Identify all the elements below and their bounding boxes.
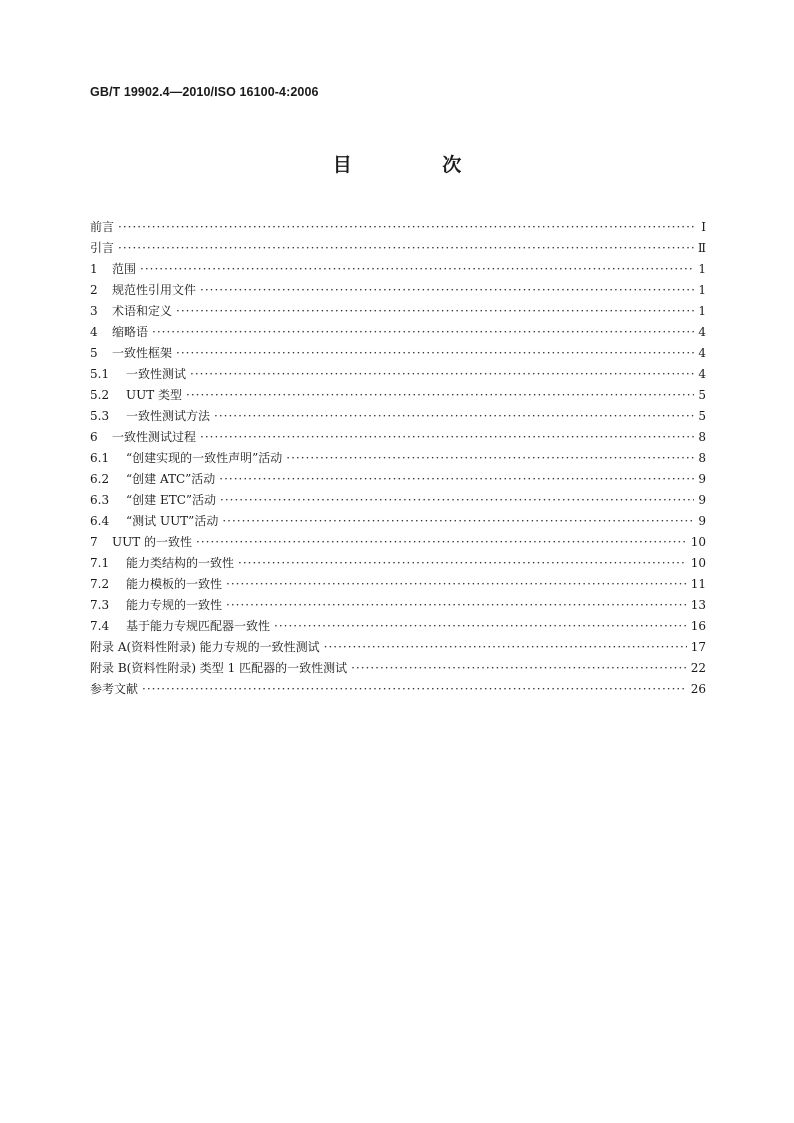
toc-entry-label: 附录 A(资料性附录) 能力专规的一致性测试 [90, 640, 320, 654]
toc-entry[interactable] [90, 574, 706, 595]
toc-entry[interactable] [90, 532, 706, 553]
toc-entry-number: 6.3 [90, 493, 110, 507]
toc-entry-label: 规范性引用文件 [112, 283, 197, 297]
toc-entry[interactable] [90, 616, 706, 637]
toc-entry[interactable] [90, 637, 706, 658]
toc-entry-page-number: 10 [690, 556, 706, 570]
toc-entry-page-number: 4 [698, 346, 706, 360]
toc-dot-leader [351, 658, 687, 679]
toc-entry-label: 附录 B(资料性附录) 类型 1 匹配器的一致性测试 [90, 661, 348, 675]
toc-entry-page-number: 11 [690, 577, 706, 591]
toc-entry-page-number: 9 [698, 472, 706, 486]
toc-entry-label: “测试 UUT”活动 [126, 514, 219, 528]
toc-dot-leader [140, 259, 694, 280]
toc-entry-label: 一致性测试 [126, 367, 187, 381]
toc-entry-number: 3 [90, 304, 98, 318]
toc-dot-leader [200, 280, 694, 301]
toc-entry-number: 5.2 [90, 388, 110, 402]
toc-dot-leader [238, 553, 687, 574]
toc-entry[interactable] [90, 280, 706, 301]
toc-entry-page-number: 26 [690, 682, 706, 696]
toc-entry-label: 一致性测试方法 [126, 409, 211, 423]
toc-dot-leader [118, 238, 694, 259]
toc-entry-label: 缩略语 [112, 325, 149, 339]
toc-entry-page-number: 8 [698, 451, 706, 465]
toc-entry[interactable] [90, 448, 706, 469]
toc-entry-label: 一致性测试过程 [112, 430, 197, 444]
toc-entry-page-number: 22 [690, 661, 706, 675]
toc-entry[interactable] [90, 469, 706, 490]
toc-entry-page-number: 13 [690, 598, 706, 612]
toc-entry-number: 6 [90, 430, 98, 444]
toc-entry-label: 能力类结构的一致性 [126, 556, 235, 570]
toc-dot-leader [176, 343, 694, 364]
toc-entry-number: 6.1 [90, 451, 110, 465]
toc-dot-leader [118, 217, 694, 238]
toc-entry-label: “创建 ATC”活动 [126, 472, 216, 486]
toc-entry-number: 5 [90, 346, 98, 360]
toc-entry-number: 7.2 [90, 577, 110, 591]
toc-entry[interactable] [90, 406, 706, 427]
toc-entry[interactable] [90, 511, 706, 532]
toc-entry-label: 一致性框架 [112, 346, 173, 360]
toc-entry-label: 前言 [90, 220, 115, 234]
toc-entry-number: 7.1 [90, 556, 110, 570]
toc-entry-number: 2 [90, 283, 98, 297]
toc-dot-leader [152, 322, 694, 343]
toc-entry-label: “创建实现的一致性声明”活动 [126, 451, 283, 465]
toc-dot-leader [142, 679, 687, 700]
toc-dot-leader [190, 364, 694, 385]
toc-entry-number: 5.1 [90, 367, 110, 381]
toc-entry-label: UUT 的一致性 [112, 535, 193, 549]
toc-entry-page-number: 5 [698, 388, 706, 402]
toc-entry-page-number: Ⅱ [697, 241, 706, 255]
toc-entry-number: 5.3 [90, 409, 110, 423]
toc-dot-leader [286, 448, 694, 469]
toc-entry-page-number: 4 [698, 367, 706, 381]
toc-dot-leader [226, 574, 687, 595]
table-of-contents [90, 217, 706, 700]
toc-entry-label: “创建 ETC”活动 [126, 493, 217, 507]
toc-entry[interactable] [90, 238, 706, 259]
toc-entry[interactable] [90, 385, 706, 406]
toc-entry-number: 7 [90, 535, 98, 549]
toc-entry-page-number: 1 [698, 283, 706, 297]
toc-dot-leader [214, 406, 694, 427]
toc-dot-leader [222, 511, 694, 532]
toc-entry-number: 4 [90, 325, 98, 339]
toc-dot-leader [226, 595, 687, 616]
toc-entry-page-number: 4 [698, 325, 706, 339]
toc-entry-number: 1 [90, 262, 98, 276]
toc-entry-page-number: Ⅰ [701, 220, 706, 234]
toc-entry-label: 基于能力专规匹配器一致性 [126, 619, 271, 633]
toc-entry[interactable] [90, 322, 706, 343]
toc-entry-page-number: 10 [690, 535, 706, 549]
toc-entry-label: 能力专规的一致性 [126, 598, 223, 612]
toc-entry-number: 7.3 [90, 598, 110, 612]
toc-entry-page-number: 1 [698, 262, 706, 276]
toc-entry[interactable] [90, 679, 706, 700]
toc-dot-leader [186, 385, 694, 406]
toc-entry[interactable] [90, 364, 706, 385]
toc-entry[interactable] [90, 490, 706, 511]
toc-dot-leader [196, 532, 687, 553]
toc-entry[interactable] [90, 553, 706, 574]
toc-entry-page-number: 9 [698, 514, 706, 528]
toc-entry-number: 6.2 [90, 472, 110, 486]
toc-entry-page-number: 16 [690, 619, 706, 633]
toc-entry-label: 引言 [90, 241, 115, 255]
toc-entry[interactable] [90, 427, 706, 448]
toc-entry-number: 7.4 [90, 619, 110, 633]
toc-entry-page-number: 5 [698, 409, 706, 423]
toc-entry-page-number: 9 [698, 493, 706, 507]
toc-entry[interactable] [90, 595, 706, 616]
toc-entry[interactable] [90, 259, 706, 280]
document-standard-code: GB/T 19902.4—2010/ISO 16100-4:2006 [90, 85, 319, 99]
toc-dot-leader [324, 637, 687, 658]
toc-entry-page-number: 1 [698, 304, 706, 318]
toc-entry-page-number: 17 [690, 640, 706, 654]
toc-dot-leader [274, 616, 687, 637]
toc-entry-label: 能力模板的一致性 [126, 577, 223, 591]
toc-entry[interactable] [90, 343, 706, 364]
toc-dot-leader [219, 469, 694, 490]
toc-entry-page-number: 8 [698, 430, 706, 444]
toc-entry-label: 范围 [112, 262, 137, 276]
toc-entry[interactable] [90, 658, 706, 679]
toc-dot-leader [176, 301, 694, 322]
toc-title: 目 次 [332, 154, 504, 176]
toc-entry-number: 6.4 [90, 514, 110, 528]
toc-entry-label: 术语和定义 [112, 304, 173, 318]
toc-entry[interactable] [90, 301, 706, 322]
toc-entry[interactable] [90, 217, 706, 238]
toc-dot-leader [200, 427, 694, 448]
toc-entry-label: 参考文献 [90, 682, 139, 696]
toc-entry-label: UUT 类型 [126, 388, 183, 402]
toc-dot-leader [220, 490, 694, 511]
